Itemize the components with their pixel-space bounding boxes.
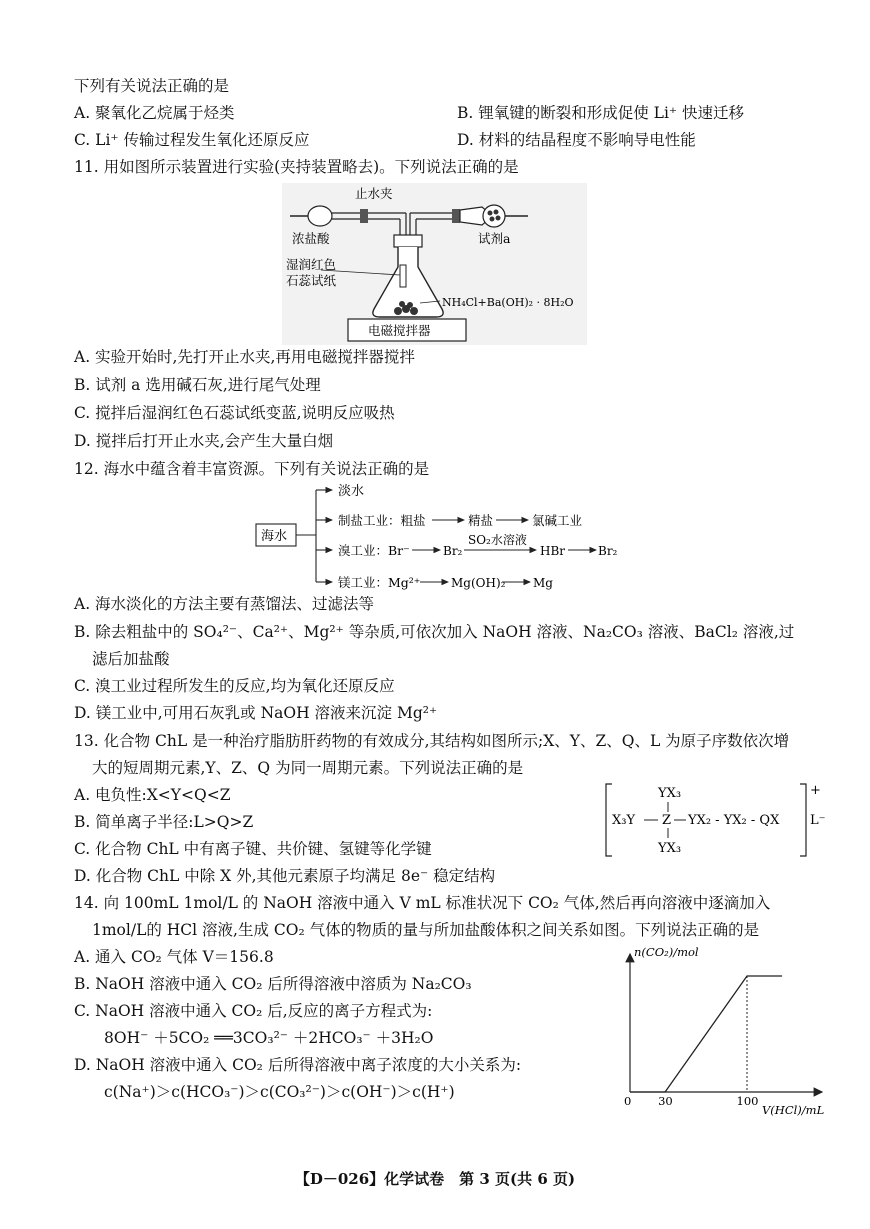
- q10-option-a: A. 聚氧化乙烷属于烃类: [74, 104, 235, 122]
- fresh-water-label: 淡水: [338, 484, 365, 499]
- drying-tube: [483, 205, 505, 227]
- label-mixture: NH₄Cl+Ba(OH)₂ · 8H₂O: [442, 296, 574, 309]
- q12-option-b-line2: 滤后加盐酸: [92, 650, 170, 668]
- chlor-alkali-label: 氯碱工业: [532, 513, 583, 528]
- q13-option-c: C. 化合物 ChL 中有离子键、共价键、氢键等化学键: [74, 840, 432, 858]
- series-line: [630, 976, 782, 1092]
- q13-option-d: D. 化合物 ChL 中除 X 外,其他元素原子均满足 8e⁻ 稳定结构: [74, 867, 496, 885]
- q14-co2-hcl-chart: [614, 944, 836, 1116]
- q13-structure-figure: [604, 780, 830, 860]
- litmus-paper: [400, 265, 406, 287]
- water-clamp: [360, 209, 368, 223]
- q10-option-b: B. 锂氧键的断裂和形成促使 Li⁺ 快速迁移: [457, 104, 745, 122]
- q12-option-c: C. 溴工业过程所发生的反应,均为氧化还原反应: [74, 677, 395, 695]
- q11-option-c: C. 搅拌后湿润红色石蕊试纸变蓝,说明反应吸热: [74, 404, 395, 422]
- hbr-label: HBr: [540, 544, 566, 558]
- q14-option-c: C. NaOH 溶液中通入 CO₂ 后,反应的离子方程式为:: [74, 1002, 433, 1020]
- seawater-label: 海水: [261, 529, 288, 544]
- x-tick-label: 100: [736, 1094, 759, 1108]
- q13-stem-line2: 大的短周期元素,Y、Z、Q 为同一周期元素。下列说法正确的是: [92, 759, 524, 777]
- q14-stem-line1: 14. 向 100mL 1mol/L 的 NaOH 溶液中通入 V mL 标准状况下 CO₂ 气体,然后再向溶液中逐滴加入: [74, 894, 771, 912]
- structure-anion: L⁻: [810, 813, 826, 828]
- q11-option-a: A. 实验开始时,先打开止水夹,再用电磁搅拌器搅拌: [74, 348, 415, 366]
- label-hcl: 浓盐酸: [292, 231, 330, 246]
- q14-option-d-relation: c(Na⁺)＞c(HCO₃⁻)＞c(CO₃²⁻)＞c(OH⁻)＞c(H⁺): [104, 1083, 455, 1101]
- q14-option-c-equation: 8OH⁻ ＋5CO₂ ══3CO₃²⁻ ＋2HCO₃⁻ ＋3H₂O: [104, 1029, 434, 1047]
- structure-center: Z: [662, 813, 672, 828]
- x-axis-label: V(HCl)/mL: [762, 1103, 825, 1116]
- q12-option-a: A. 海水淡化的方法主要有蒸馏法、过滤法等: [74, 595, 375, 613]
- q12-stem: 12. 海水中蕴含着丰富资源。下列有关说法正确的是: [74, 460, 430, 478]
- br2-label-1: Br₂: [443, 544, 463, 558]
- label-reagent-a: 试剂a: [478, 231, 511, 246]
- structure-bottom: YX₃: [658, 841, 682, 856]
- magnesium-industry-label: 镁工业：Mg²⁺: [338, 575, 421, 590]
- q11-option-b: B. 试剂 a 选用碱石灰,进行尾气处理: [74, 376, 321, 394]
- stopper: [394, 235, 422, 247]
- q14-option-b: B. NaOH 溶液中通入 CO₂ 后所得溶液中溶质为 Na₂CO₃: [74, 975, 472, 993]
- q12-option-d: D. 镁工业中,可用石灰乳或 NaOH 溶液来沉淀 Mg²⁺: [74, 704, 438, 722]
- x-tick-label: 0: [624, 1094, 632, 1108]
- mg-label: Mg: [533, 576, 553, 590]
- label-litmus-1: 湿润红色: [286, 257, 337, 272]
- q14-option-a: A. 通入 CO₂ 气体 V＝156.8: [74, 948, 274, 966]
- structure-top: YX₃: [658, 786, 682, 801]
- q11-option-d: D. 搅拌后打开止水夹,会产生大量白烟: [74, 432, 334, 450]
- page-footer: 【D－026】化学试卷 第 3 页(共 6 页): [294, 1170, 576, 1188]
- so2-arrow-label: SO₂水溶液: [468, 533, 527, 547]
- x-tick-label: 30: [658, 1094, 673, 1108]
- structure-charge: +: [810, 783, 821, 798]
- q10-stem: 下列有关说法正确的是: [74, 77, 230, 95]
- bromine-industry-label: 溴工业：Br⁻: [338, 543, 410, 558]
- q14-stem-line2: 1mol/L的 HCl 溶液,生成 CO₂ 气体的物质的量与所加盐酸体积之间关系如图。下列说法正确的是: [92, 921, 760, 939]
- label-stirrer: 电磁搅拌器: [368, 323, 431, 338]
- structure-left: X₃Y: [612, 813, 636, 828]
- q11-stem: 11. 用如图所示装置进行实验(夹持装置略去)。下列说法正确的是: [74, 158, 519, 176]
- q13-stem-line1: 13. 化合物 ChL 是一种治疗脂肪肝药物的有效成分,其结构如图所示;X、Y、Z、Q、L 为原子序数依次增: [74, 732, 790, 750]
- q12-option-b-line1: B. 除去粗盐中的 SO₄²⁻、Ca²⁺、Mg²⁺ 等杂质,可依次加入 NaOH 溶液、Na₂CO₃ 溶液、BaCl₂ 溶液,过: [74, 623, 795, 641]
- mgoh2-label: Mg(OH)₂: [451, 576, 506, 590]
- y-axis-label: n(CO₂)/mol: [634, 945, 699, 959]
- q12-seawater-flowchart: [252, 480, 632, 598]
- label-clamp: 止水夹: [355, 186, 393, 201]
- refined-salt-label: 精盐: [468, 513, 494, 528]
- q13-option-b: B. 简单离子半径:L>Q>Z: [74, 813, 254, 831]
- salt-industry-label: 制盐工业：粗盐: [338, 513, 426, 528]
- q14-option-d: D. NaOH 溶液中通入 CO₂ 后所得溶液中离子浓度的大小关系为:: [74, 1056, 522, 1074]
- q10-option-d: D. 材料的结晶程度不影响导电性能: [457, 131, 696, 149]
- q11-apparatus-figure: [282, 183, 587, 345]
- q13-option-a: A. 电负性:X<Y<Q<Z: [74, 786, 231, 804]
- hcl-bulb: [308, 206, 332, 226]
- br2-label-2: Br₂: [598, 544, 618, 558]
- structure-chain: YX₂ - YX₂ - QX: [688, 813, 780, 828]
- label-litmus-2: 石蕊试纸: [286, 273, 337, 288]
- q10-option-c: C. Li⁺ 传输过程发生氧化还原反应: [74, 131, 310, 149]
